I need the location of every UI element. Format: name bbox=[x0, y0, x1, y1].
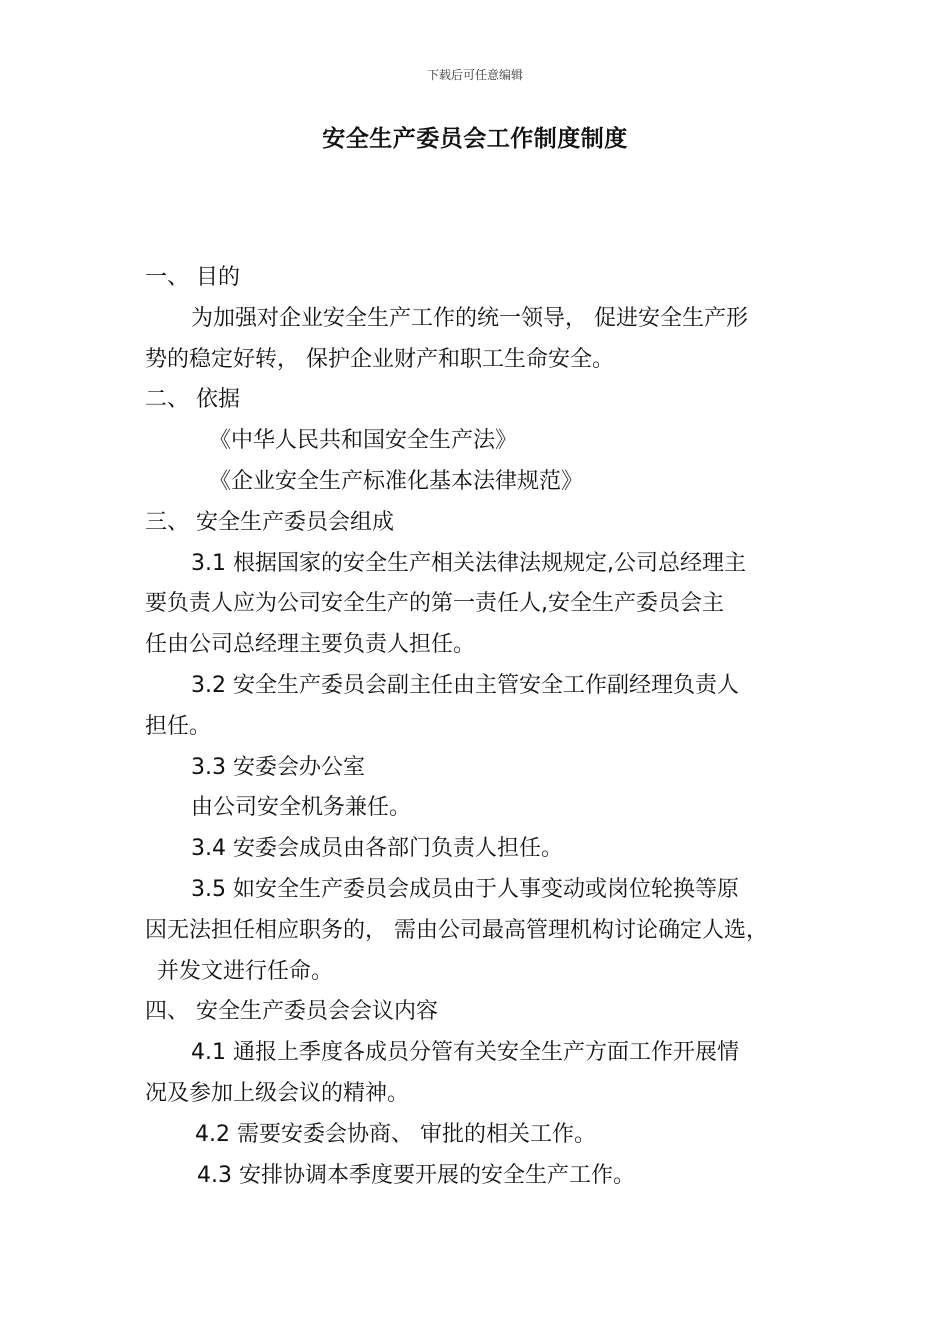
paragraph-line: 势的稳定好转， 保护企业财产和职工生命安全。 bbox=[145, 346, 614, 372]
paragraph-line: 要负责人应为公司安全生产的第一责任人,安全生产委员会主 bbox=[145, 591, 724, 617]
section-heading-purpose: 一、 目的 bbox=[145, 265, 240, 290]
page-header-note: 下载后可任意编辑 bbox=[426, 68, 523, 82]
paragraph-line: 为加强对企业安全生产工作的统一领导， 促进安全生产形 bbox=[191, 305, 748, 331]
section-heading-composition: 三、 安全生产委员会组成 bbox=[145, 509, 394, 535]
paragraph-line: 任由公司总经理主要负责人担任。 bbox=[145, 632, 476, 658]
paragraph-line: 3.3 安委会办公室 bbox=[191, 754, 365, 780]
paragraph-line: 因无法担任相应职务的， 需由公司最高管理机构讨论确定人选， bbox=[145, 917, 768, 943]
section-heading-meeting-content: 四、 安全生产委员会会议内容 bbox=[145, 999, 438, 1025]
document-title: 安全生产委员会工作制度制度 bbox=[322, 126, 628, 152]
paragraph-line: 由公司安全机务兼任。 bbox=[191, 795, 412, 821]
paragraph-line: 3.1 根据国家的安全生产相关法律法规规定,公司总经理主 bbox=[191, 550, 746, 576]
paragraph-line: 并发文进行任命。 bbox=[157, 958, 334, 984]
paragraph-line: 4.3 安排协调本季度要开展的安全生产工作。 bbox=[197, 1162, 635, 1188]
law-reference: 《企业安全生产标准化基本法律规范》 bbox=[209, 468, 584, 494]
paragraph-line: 况及参加上级会议的精神。 bbox=[145, 1080, 410, 1106]
paragraph-line: 4.2 需要安委会协商、 审批的相关工作。 bbox=[195, 1121, 596, 1147]
section-heading-basis: 二、 依据 bbox=[145, 387, 240, 413]
paragraph-line: 担任。 bbox=[145, 713, 212, 739]
law-reference: 《中华人民共和国安全生产法》 bbox=[209, 428, 518, 454]
paragraph-line: 3.2 安全生产委员会副主任由主管安全工作副经理负责人 bbox=[191, 672, 739, 698]
paragraph-line: 3.5 如安全生产委员会成员由于人事变动或岗位轮换等原 bbox=[191, 876, 739, 902]
paragraph-line: 4.1 通报上季度各成员分管有关安全生产方面工作开展情 bbox=[191, 1040, 739, 1066]
paragraph-line: 3.4 安委会成员由各部门负责人担任。 bbox=[191, 836, 563, 862]
document-body bbox=[145, 258, 825, 1196]
